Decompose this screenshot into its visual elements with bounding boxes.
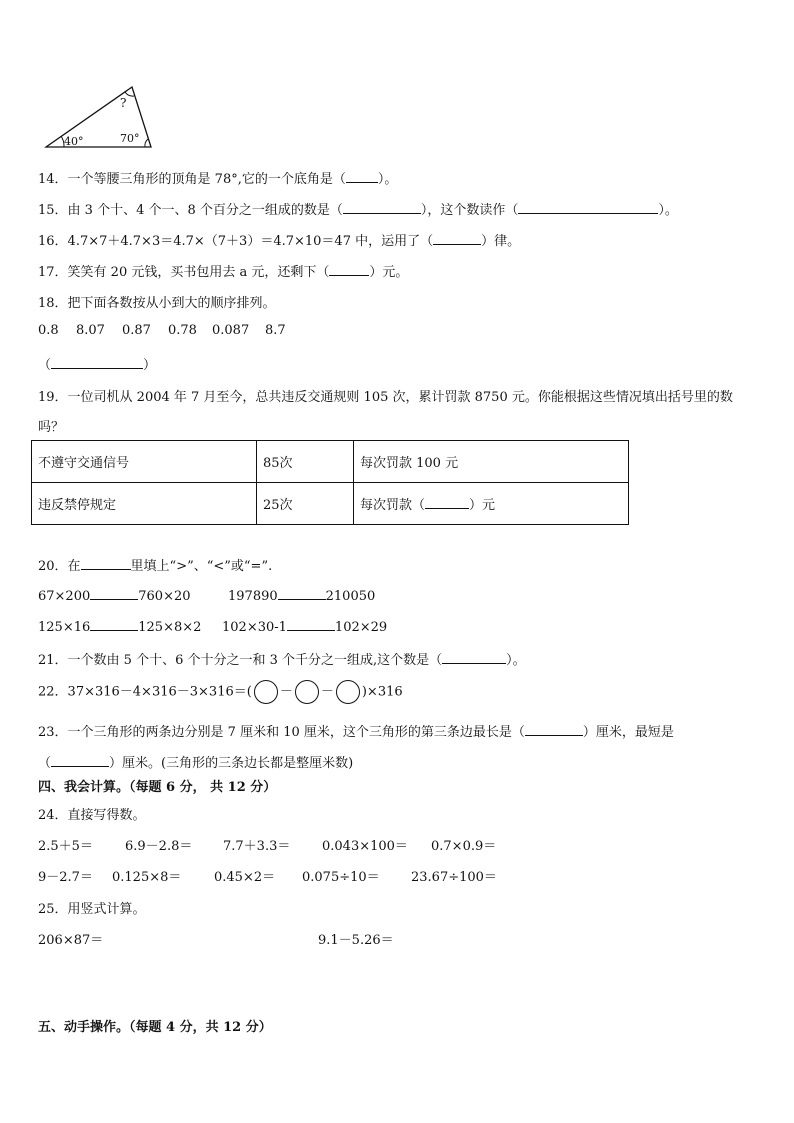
question-22: 22．37×316－4×316－3×316＝( － － )×316 (38, 680, 403, 705)
table-cell: 每次罚款 100 元 (354, 441, 629, 483)
q18-number-2: 0.87 (122, 323, 151, 338)
angle-right-label: 70° (120, 132, 140, 145)
fines-table (31, 440, 629, 525)
circle-blank[interactable] (295, 680, 319, 704)
compare-blank[interactable] (278, 587, 326, 600)
calc-item: 9－2.7＝ (38, 870, 93, 885)
question-15: 15．由 3 个十、4 个一、8 个百分之一组成的数是（ ），这个数读作（ ）。 (38, 203, 678, 218)
vertical-calc-item: 9.1－5.26＝ (318, 933, 394, 948)
q18-number-0: 0.8 (38, 323, 59, 338)
answer-blank[interactable] (442, 651, 506, 664)
blank-sample (81, 557, 131, 570)
answer-blank[interactable] (329, 263, 369, 276)
question-16: 16．4.7×7＋4.7×3＝4.7×（7＋3）＝4.7×10＝47 中，运用了（ ）律。 (38, 234, 521, 249)
angle-top-label: ? (120, 96, 127, 110)
calc-item: 7.7＋3.3＝ (223, 839, 291, 854)
answer-blank[interactable] (518, 201, 658, 214)
answer-blank[interactable] (433, 232, 481, 245)
section-4-heading: 四、我会计算。（每题 6 分， 共 12 分） (38, 780, 277, 795)
answer-blank[interactable] (51, 754, 109, 767)
calc-item: 0.043×100＝ (322, 839, 408, 854)
answer-blank[interactable] (343, 201, 421, 214)
table-cell: 违反禁停规定 (32, 483, 257, 525)
question-19-line2: 吗？ (38, 420, 65, 435)
question-19-line1: 19．一位司机从 2004 年 7 月至今，总共违反交通规则 105 次，累计罚款 8750 元。你能根据这些情况填出括号里的数 (38, 390, 733, 405)
compare-blank[interactable] (90, 618, 138, 631)
compare-blank[interactable] (90, 587, 138, 600)
q18-number-5: 8.7 (265, 323, 286, 338)
question-17: 17．笑笑有 20 元钱，买书包用去 a 元，还剩下（ ）元。 (38, 265, 409, 280)
question-23-line1: 23．一个三角形的两条边分别是 7 厘米和 10 厘米，这个三角形的第三条边最长是（ ）厘米，最短是 (38, 725, 674, 740)
angle-left-label: 40° (64, 135, 84, 148)
circle-blank[interactable] (336, 680, 360, 704)
question-14: 14．一个等腰三角形的顶角是 78°,它的一个底角是（ ）。 (38, 172, 398, 187)
calc-item: 2.5＋5＝ (38, 839, 93, 854)
compare-item-4: 102×30-1 102×29 (222, 620, 388, 635)
table-row (32, 441, 629, 483)
question-23-line2: （ ）厘米。(三角形的三条边长都是整厘米数) (38, 756, 354, 771)
calc-item: 0.7×0.9＝ (431, 839, 497, 854)
question-20: 20．在 里填上“>”、“<”或“=”. (38, 559, 273, 574)
calc-item: 0.075÷10＝ (302, 870, 380, 885)
table-cell: 85次 (257, 441, 354, 483)
calc-item: 0.125×8＝ (112, 870, 182, 885)
angle-arc-right (145, 139, 148, 147)
compare-item-2: 197890 210050 (228, 589, 376, 604)
answer-blank[interactable] (425, 496, 469, 509)
vertical-calc-item: 206×87＝ (38, 933, 104, 948)
table-cell: 25次 (257, 483, 354, 525)
q18-number-4: 0.087 (212, 323, 250, 338)
compare-item-3: 125×16 125×8×2 (38, 620, 202, 635)
answer-blank[interactable] (346, 170, 378, 183)
section-5-heading: 五、动手操作。（每题 4 分，共 12 分） (38, 1020, 272, 1035)
compare-item-1: 67×200 760×20 (38, 589, 191, 604)
question-24: 24．直接写得数。 (38, 808, 146, 823)
calc-item: 23.67÷100＝ (411, 870, 497, 885)
calc-item: 6.9－2.8＝ (125, 839, 193, 854)
answer-blank[interactable] (51, 356, 143, 369)
q18-number-1: 8.07 (76, 323, 105, 338)
question-21: 21．一个数由 5 个十、6 个十分之一和 3 个千分之一组成,这个数是（ ）。 (38, 653, 526, 668)
calc-item: 0.45×2＝ (214, 870, 276, 885)
table-row (32, 483, 629, 525)
table-cell: 每次罚款（ ）元 (354, 483, 629, 525)
table-cell: 不遵守交通信号 (32, 441, 257, 483)
question-18: 18．把下面各数按从小到大的顺序排列。 (38, 296, 276, 311)
q18-number-3: 0.78 (168, 323, 197, 338)
circle-blank[interactable] (254, 680, 278, 704)
q18-answer: （ ） (38, 358, 157, 373)
question-25: 25．用竖式计算。 (38, 902, 146, 917)
answer-blank[interactable] (525, 723, 583, 736)
compare-blank[interactable] (287, 618, 335, 631)
